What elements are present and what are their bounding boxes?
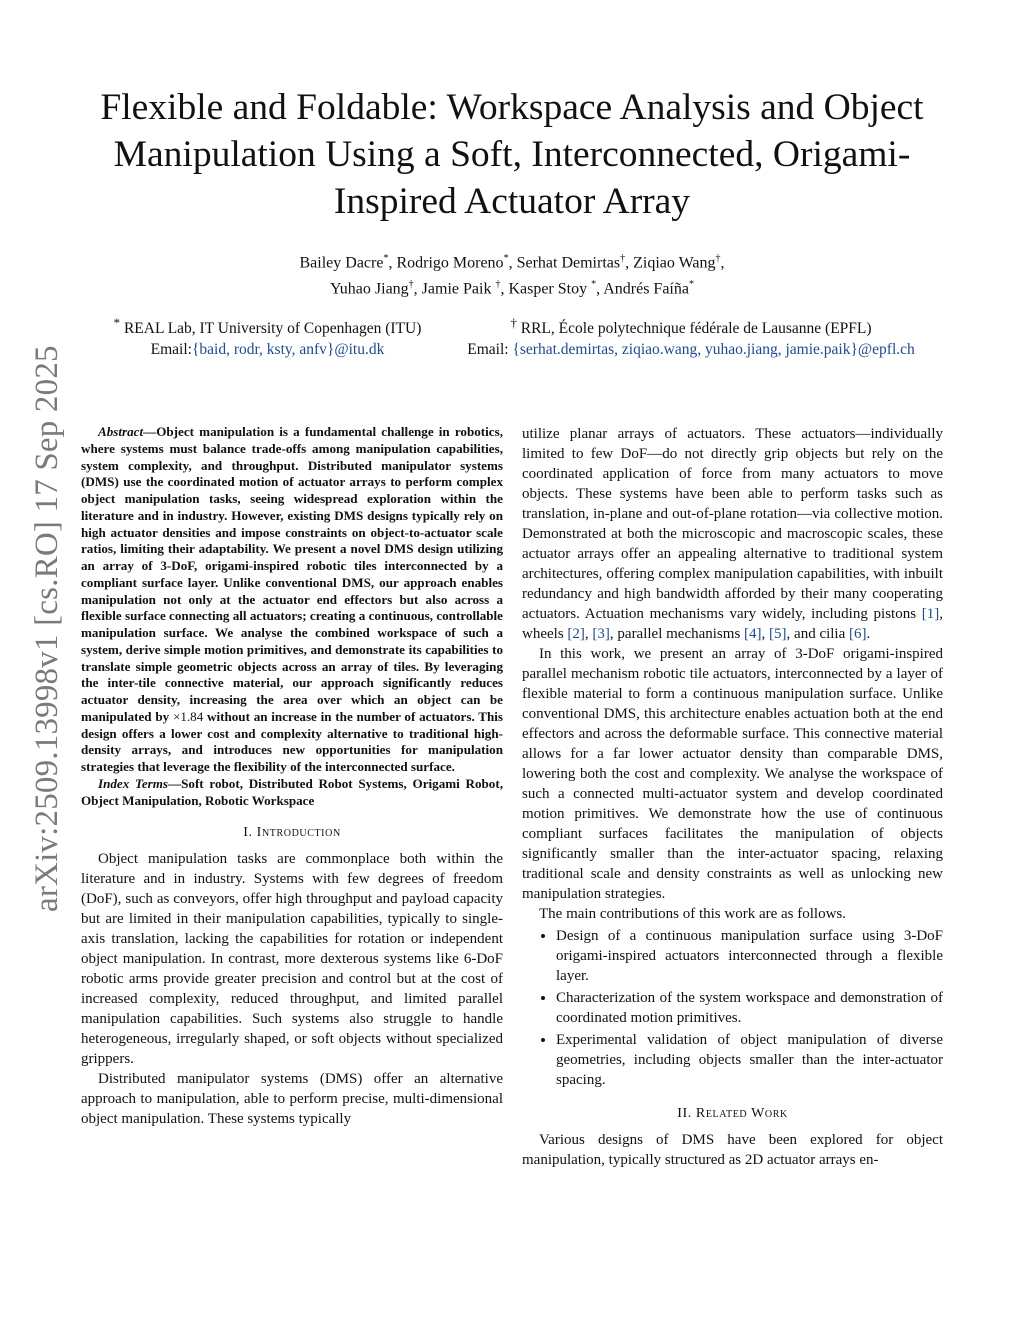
section-heading-related-work: II. Related Work	[677, 1106, 788, 1121]
list-item: • Experimental validation of object manipulation of diverse geometries, including objects smaller than the inter-actuator spacing.	[556, 1030, 943, 1090]
email-link[interactable]: {baid, rodr, ksty, anfv}@itu.dk	[191, 341, 385, 359]
author-line-2: Yuhao Jiang†, Jamie Paik †, Kasper Stoy *, Andrés Faíña*	[330, 279, 694, 298]
index-terms-label: Index Terms	[98, 775, 169, 791]
left-column	[81, 424, 503, 1129]
affiliation-epfl	[436, 312, 946, 360]
author-name: Bailey Dacre	[299, 254, 384, 272]
abstract	[81, 424, 503, 776]
author-mark: *	[503, 253, 509, 264]
author-mark: *	[591, 279, 597, 291]
arxiv-identifier: arXiv:2509.13998v1 [cs.RO] 17 Sep 2025	[29, 345, 65, 912]
paper-title: Flexible and Foldable: Workspace Analysis and Object Manipulation Using a Soft, Interconnected, Origami-Inspired Actuator Array	[100, 87, 924, 222]
citation-sep: .	[866, 626, 871, 642]
intro-paragraph-2-cont-text: utilize planar arrays of actuators. These actuators—individually limited to few DoF—do not directly grip objects but rely on the coordinated application of force from many actuators to move objects. These systems have been able to perform tasks such as translation, in-plane and out-of-plane rotation—via collective motion. Demonstrated at both the microscopic and macroscopic scales, these actuator arrays offer an appealing alternative to traditional system architectures, offering complex manipulation capabilities, with inbuilt redundancy and high bandwidth afforded by their many cooperating actuators. Actuation mechanisms vary widely, including pistons	[522, 426, 943, 622]
author-name: Andrés Faíña	[603, 280, 689, 298]
intro-paragraph-2: Distributed manipulator systems (DMS) offer an alternative approach to manipulation, able to perform precise, multi-dimensional object manipulation. These systems typically	[81, 1071, 503, 1128]
list-item: • Characterization of the system workspace and demonstration of coordinated motion primitives.	[556, 988, 943, 1028]
citation-sep: , wheels	[522, 606, 943, 642]
citation-sep: , parallel mechanisms	[609, 626, 745, 642]
author-name: Yuhao Jiang	[330, 280, 409, 298]
section-heading-introduction: I. Introduction	[243, 825, 341, 841]
author-list	[60, 248, 964, 301]
affiliation-mark: †	[510, 315, 517, 330]
author-name: Jamie Paik	[421, 280, 492, 298]
abstract-factor: ×1.84	[172, 708, 204, 724]
affiliation-name: REAL Lab, IT University of Copenhagen (ITU)	[123, 320, 422, 338]
abstract-text-b: without an increase in the number of actuators. This design offers a lower cost and complexity alternative to traditional high-density arrays, and introduces new opportunities for manipulation strategies that leverage the flexibility of the interconnected surface.	[81, 708, 504, 774]
author-mark: †	[620, 253, 626, 264]
author-name: Rodrigo Moreno	[396, 254, 504, 272]
related-paragraph-1: Various designs of DMS have been explored for object manipulation, typically structured as 2D actuator arrays en-	[522, 1132, 943, 1168]
citation-link[interactable]: [5]	[769, 626, 787, 642]
affiliation-mark: *	[113, 315, 121, 330]
citation-sep: , and cilia	[786, 626, 850, 642]
citation-sep: ,	[584, 626, 593, 642]
author-name: Ziqiao Wang	[633, 254, 716, 272]
author-name: Kasper Stoy	[508, 280, 588, 298]
abstract-label: Abstract	[98, 424, 144, 439]
list-item: • Design of a continuous manipulation surface using 3-DoF origami-inspired actuators interconnected through a flexible layer.	[556, 926, 943, 986]
index-terms	[81, 776, 503, 810]
citation-link[interactable]: [3]	[592, 626, 610, 642]
affiliation-name: RRL, École polytechnique fédérale de Lausanne (EPFL)	[520, 320, 872, 338]
author-name: Serhat Demirtas	[516, 254, 621, 272]
citation-link[interactable]: [1]	[921, 606, 940, 622]
contributions-list	[522, 926, 943, 1090]
citation-sep: ,	[761, 626, 770, 642]
right-column	[522, 424, 943, 1170]
email-label: Email:	[467, 341, 509, 359]
citation-link[interactable]: [2]	[567, 626, 585, 642]
author-mark: †	[715, 253, 721, 264]
index-terms-text: —Soft robot, Distributed Robot Systems, Origami Robot, Object Manipulation, Robotic Workspace	[81, 775, 503, 808]
author-mark: †	[495, 279, 501, 291]
citation-link[interactable]: [4]	[744, 626, 762, 642]
intro-paragraph-4: The main contributions of this work are as follows.	[539, 906, 847, 922]
intro-paragraph-2-continued	[522, 424, 943, 644]
affiliation-itu	[60, 312, 475, 360]
citation-link[interactable]: [6]	[849, 626, 867, 642]
author-mark: *	[383, 253, 389, 264]
email-label: Email:	[150, 341, 192, 359]
author-mark: *	[688, 279, 694, 291]
author-mark: †	[408, 279, 414, 291]
intro-paragraph-1: Object manipulation tasks are commonplace both within the literature and in industry. Systems with few degrees of freedom (DoF), such as conveyors, offer high throughput and payload capacity but are limited in their manipulation capabilities, typically to single-axis translation, lacking the capabilities for rotation or independent object manipulation. In contrast, more dexterous systems like 6-DoF robotic arms provide greater precision and control but at the cost of increased complexity, reduced throughput, and limited parallel manipulation capabilities. Such systems also struggle to handle heterogeneous, irregularly shaped, or soft objects without specialized grippers.	[81, 851, 503, 1068]
email-link[interactable]: {serhat.demirtas, ziqiao.wang, yuhao.jiang, jamie.paik}@epfl.ch	[512, 341, 915, 359]
abstract-text-a: —Object manipulation is a fundamental challenge in robotics, where systems must balance trade-offs among manipulation capabilities, system complexity, and throughput. Distributed manipulator systems (DMS) use the coordinated motion of actuator arrays to perform complex object manipulation tasks, seeing widespread exploration within the literature and in industry. However, existing DMS designs typically rely on high actuator densities and impose constraints on object-to-actuator scale ratios, limiting their adaptability. We present a novel DMS design utilizing an array of 3-DoF, origami-inspired robotic tiles interconnected by a compliant surface layer. Unlike conventional DMS, our approach enables manipulation not only at the actuator end effectors but also across a flexible surface connecting all actuators; creating a continuous, controllable manipulation surface. We analyse the combined workspace of such a system, derive simple motion primitives, and demonstrate its capabilities to translate simple geometric objects across an array of tiles. By leveraging the inter-tile connective material, our approach significantly reduces actuator density, increasing the area over which an object can be manipulated by	[81, 424, 503, 724]
author-line-1: Bailey Dacre*, Rodrigo Moreno*, Serhat Demirtas†, Ziqiao Wang†,	[299, 253, 725, 272]
intro-paragraph-3: In this work, we present an array of 3-DoF origami-inspired parallel mechanism robotic tile actuators, interconnected by a layer of flexible material to form a continuous manipulation surface. Unlike conventional DMS, this architecture enables actuation both at the end effectors and across the deformable surface. This connective material allows for a far lower actuator density than comparable DMS, lowering both the cost and complexity. We analyse the workspace of such a connected multi-actuator system and develop coordinated motion primitives. We demonstrate how the use of continuous compliant surfaces facilitates the manipulation of objects significantly smaller than the inter-actuator spacing, relaxing traditional scale and density constraints as well as unlocking new manipulation strategies.	[522, 646, 943, 902]
